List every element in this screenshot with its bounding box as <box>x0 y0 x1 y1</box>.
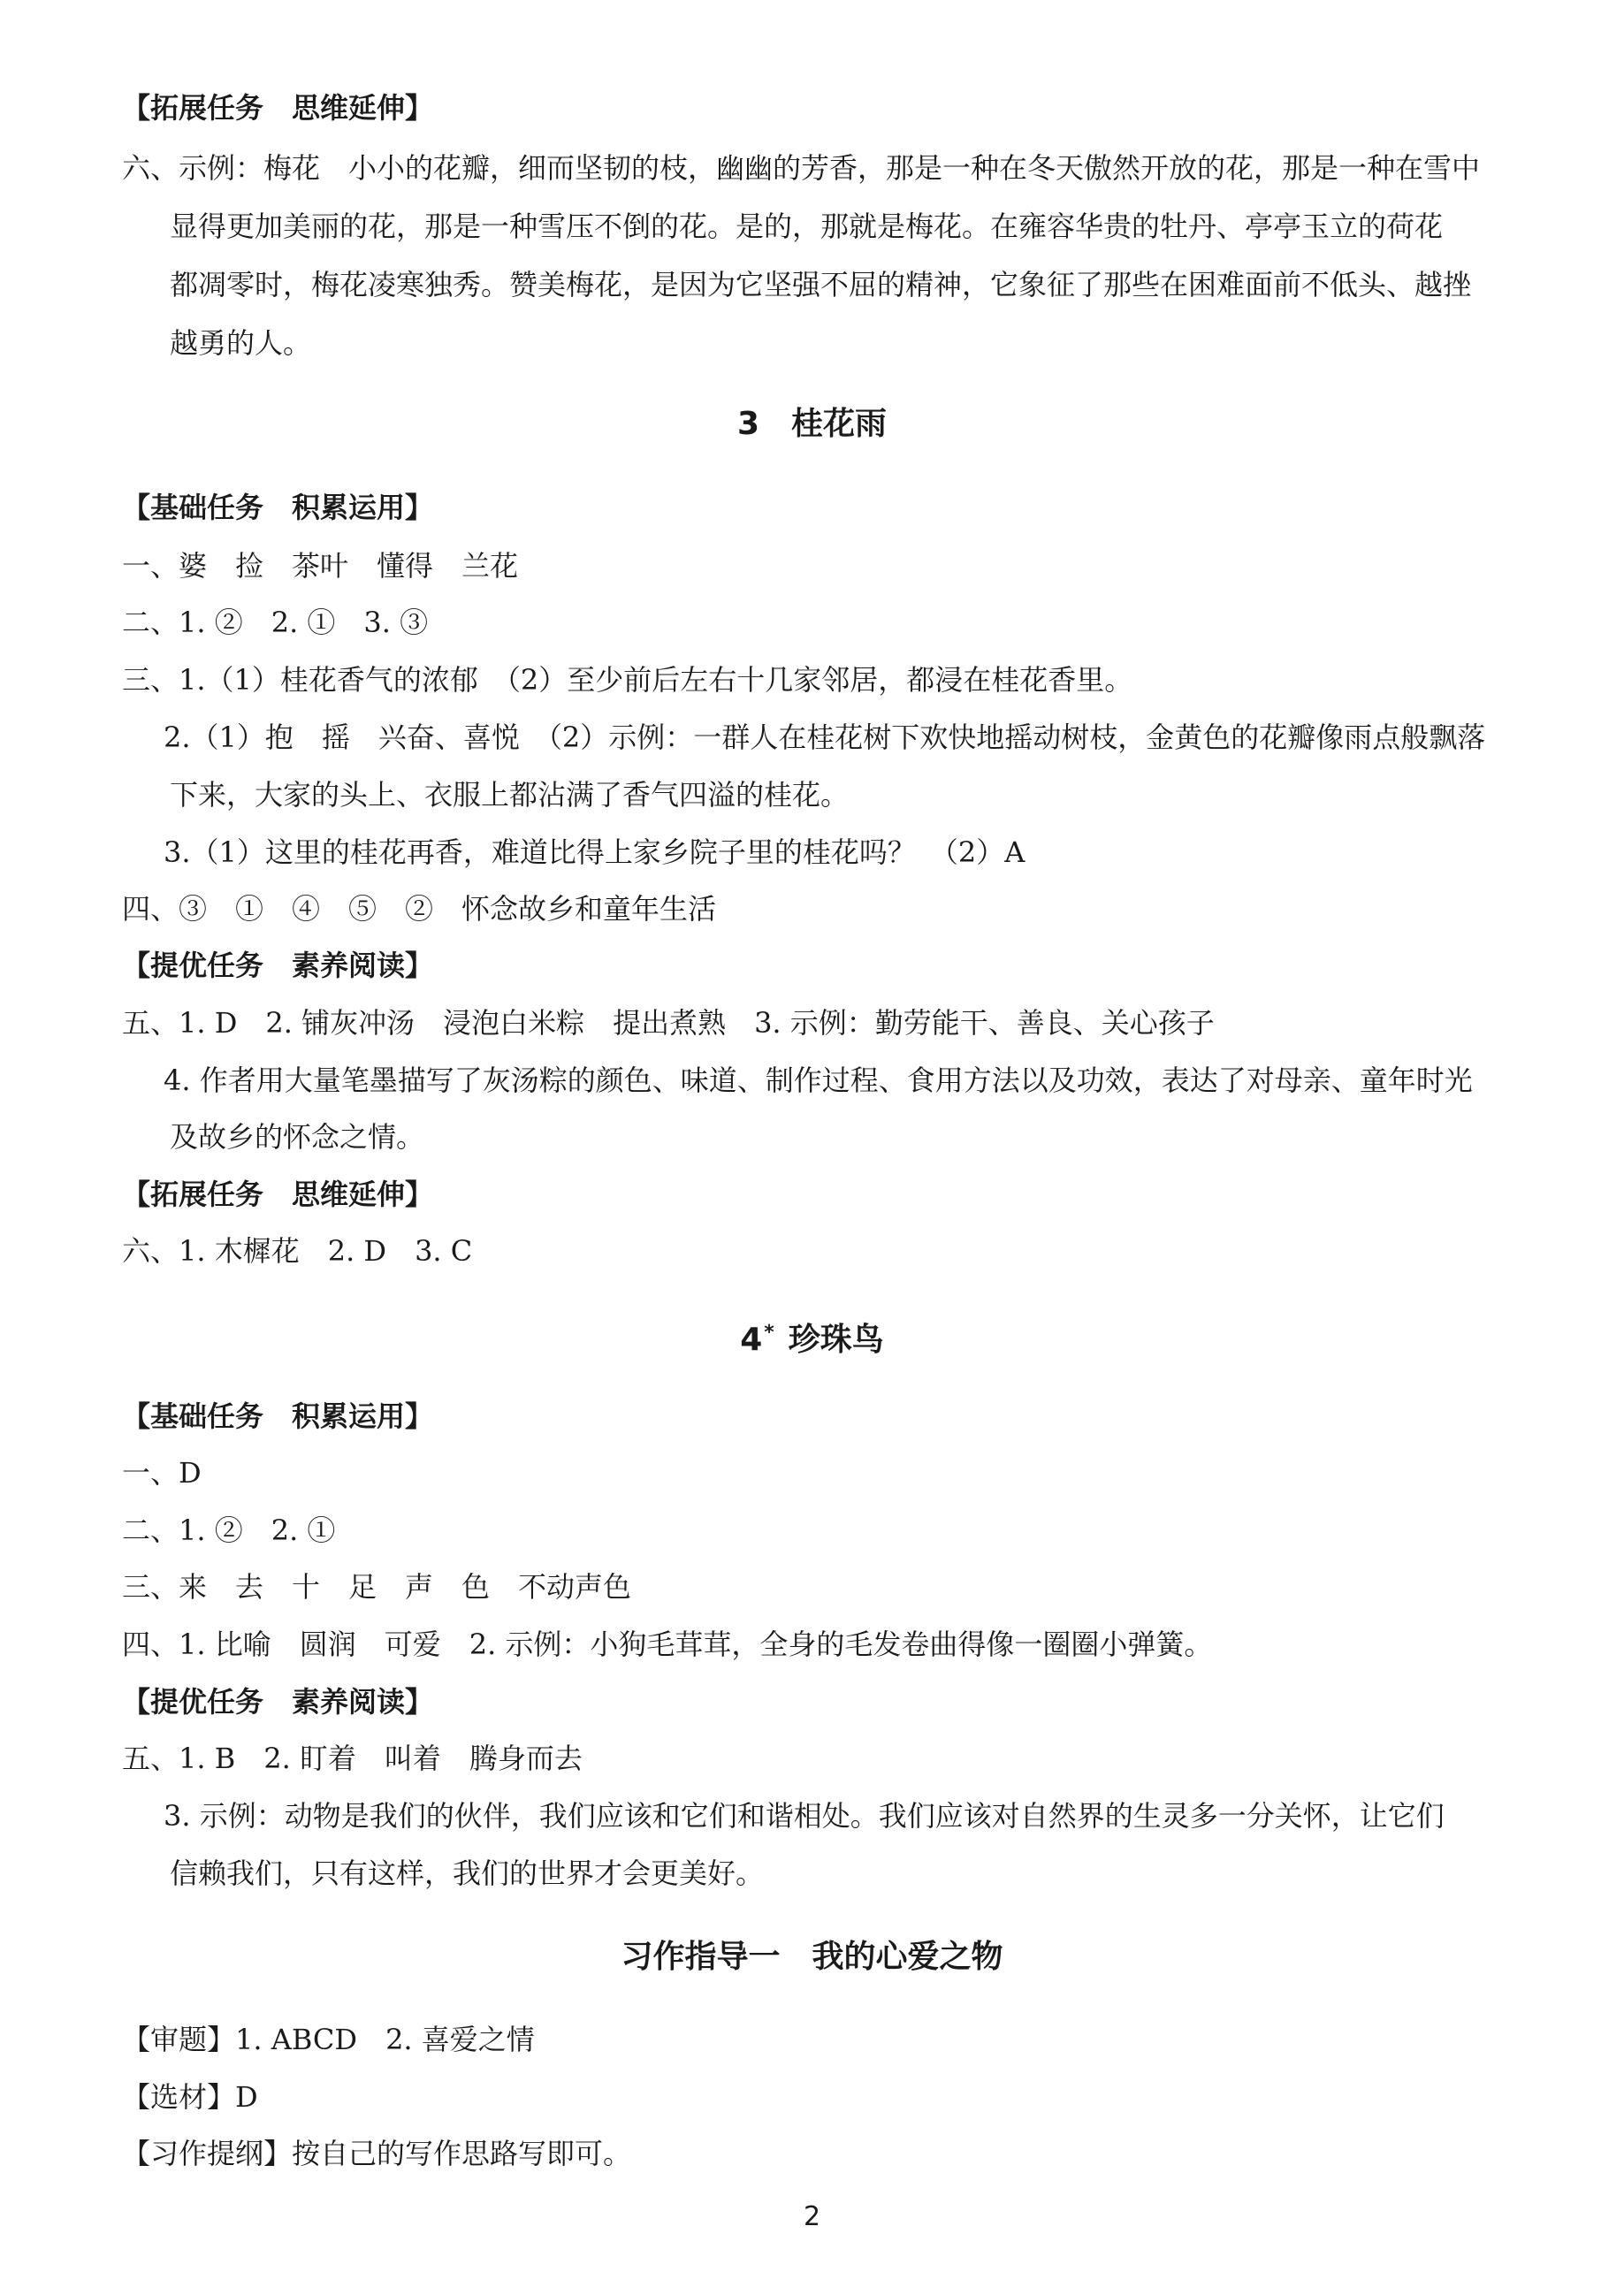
section-heading-improve: 【提优任务 素养阅读】 <box>122 1685 434 1719</box>
answer-line: 六、1. 木樨花 2. D 3. C <box>122 1234 473 1268</box>
answer-line: 三、来 去 十 足 声 色 不动声色 <box>122 1570 632 1604</box>
answer-line: 3. 示例：动物是我们的伙伴，我们应该和它们和谐相处。我们应该对自然界的生灵多一分关怀，让它们 <box>164 1799 1445 1833</box>
answer-line: 五、1. B 2. 盯着 叫着 腾身而去 <box>122 1742 583 1775</box>
page-number: 2 <box>803 2201 821 2232</box>
answer-line: 一、D <box>122 1456 202 1490</box>
section-heading-basic: 【基础任务 积累运用】 <box>122 491 434 524</box>
answer-line: 4. 作者用大量笔墨描写了灰汤粽的颜色、味道、制作过程、食用方法以及功效，表达了对母亲、童年时光 <box>164 1064 1473 1097</box>
answer-line: 下来，大家的头上、衣服上都沾满了香气四溢的桂花。 <box>170 778 850 812</box>
answer-line: 五、1. D 2. 铺灰冲汤 浸泡白米粽 提出煮熟 3. 示例：勤劳能干、善良、关心孩子 <box>122 1006 1215 1040</box>
section-heading-improve: 【提优任务 素养阅读】 <box>122 949 434 982</box>
section-heading-basic: 【基础任务 积累运用】 <box>122 1399 434 1433</box>
lesson-title-4 <box>0 1312 1624 1361</box>
answer-line: 信赖我们，只有这样，我们的世界才会更美好。 <box>170 1856 765 1890</box>
answer-line: 【习作提纲】按自己的写作思路写即可。 <box>122 2137 632 2170</box>
text-line: 都凋零时，梅花凌寒独秀。赞美梅花，是因为它坚强不屈的精神，它象征了那些在困难面前不低头、越挫 <box>170 268 1472 301</box>
section-heading-extend: 【拓展任务 思维延伸】 <box>122 1178 434 1211</box>
answer-line: 3.（1）这里的桂花再香，难道比得上家乡院子里的桂花吗？ （2）A <box>164 835 1025 869</box>
text-line: 越勇的人。 <box>170 326 312 360</box>
writing-guide-title: 习作指导一 我的心爱之物 <box>621 1939 1003 1975</box>
answer-line: 三、1.（1）桂花香气的浓郁 （2）至少前后左右十几家邻居，都浸在桂花香里。 <box>122 663 1133 697</box>
optional-star: * <box>764 1322 774 1344</box>
answer-line: 【选材】D <box>122 2080 258 2114</box>
answer-line: 一、婆 捡 茶叶 懂得 兰花 <box>122 549 519 583</box>
answer-line: 二、1. ② 2. ① 3. ③ <box>122 606 429 639</box>
answer-line: 二、1. ② 2. ① <box>122 1513 336 1547</box>
lesson-number: 4* <box>740 1322 774 1358</box>
answer-line: 四、1. 比喻 圆润 可爱 2. 示例：小狗毛茸茸，全身的毛发卷曲得像一圈圈小弹簧。 <box>122 1628 1213 1661</box>
lesson-title-text: 珍珠鸟 <box>788 1322 884 1358</box>
answer-line: 及故乡的怀念之情。 <box>170 1120 425 1154</box>
section-heading-extend: 【拓展任务 思维延伸】 <box>122 91 434 125</box>
text-line: 显得更加美丽的花，那是一种雪压不倒的花。是的，那就是梅花。在雍容华贵的牡丹、亭亭玉立的荷花 <box>170 210 1444 243</box>
text-line: 六、示例：梅花 小小的花瓣，细而坚韧的枝，幽幽的芳香，那是一种在冬天傲然开放的花，那是一种在雪中 <box>122 151 1481 185</box>
lesson-title-text: 桂花雨 <box>791 406 888 442</box>
lesson-number: 3 <box>736 406 760 442</box>
answer-line: 2.（1）抱 摇 兴奋、喜悦 （2）示例：一群人在桂花树下欢快地摇动树枝，金黄色的花瓣像雨点般飘落 <box>164 720 1486 754</box>
answer-line: 四、③ ① ④ ⑤ ② 怀念故乡和童年生活 <box>122 892 717 926</box>
answer-line: 【审题】1. ABCD 2. 喜爱之情 <box>122 2023 535 2056</box>
lesson-title-3 <box>0 403 1624 446</box>
